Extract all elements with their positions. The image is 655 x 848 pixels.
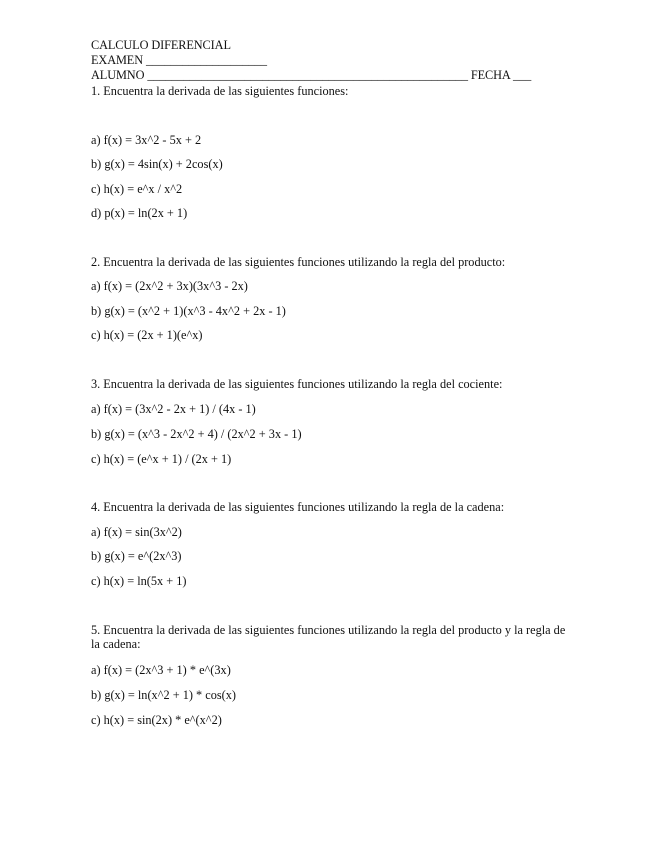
exam-title: CALCULO DIFERENCIAL	[91, 38, 231, 52]
question-2-item-c: c) h(x) = (2x + 1)(e^x)	[91, 328, 203, 342]
question-4-item-b: b) g(x) = e^(2x^3)	[91, 549, 182, 563]
question-4-item-c: c) h(x) = ln(5x + 1)	[91, 574, 187, 588]
question-2-item-b: b) g(x) = (x^2 + 1)(x^3 - 4x^2 + 2x - 1)	[91, 304, 286, 318]
question-5-item-b: b) g(x) = ln(x^2 + 1) * cos(x)	[91, 688, 236, 702]
student-date-line: ALUMNO _____________________________________________________ FECHA ___	[91, 68, 532, 82]
question-2-prompt: 2. Encuentra la derivada de las siguientes funciones utilizando la regla del producto:	[91, 255, 506, 269]
question-3-item-c: c) h(x) = (e^x + 1) / (2x + 1)	[91, 452, 232, 466]
question-3-prompt: 3. Encuentra la derivada de las siguientes funciones utilizando la regla del cociente:	[91, 377, 503, 391]
question-1-item-a: a) f(x) = 3x^2 - 5x + 2	[91, 133, 202, 147]
question-2-item-a: a) f(x) = (2x^2 + 3x)(3x^3 - 2x)	[91, 279, 248, 293]
question-1-item-c: c) h(x) = e^x / x^2	[91, 182, 183, 196]
question-1-item-d: d) p(x) = ln(2x + 1)	[91, 206, 188, 220]
question-5-item-a: a) f(x) = (2x^3 + 1) * e^(3x)	[91, 663, 231, 677]
question-5-prompt: 5. Encuentra la derivada de las siguientes funciones utilizando la regla del producto y la regla de la cadena:	[91, 623, 566, 651]
exam-name-line: EXAMEN ____________________	[91, 53, 267, 67]
question-3-item-a: a) f(x) = (3x^2 - 2x + 1) / (4x - 1)	[91, 402, 256, 416]
question-5-item-c: c) h(x) = sin(2x) * e^(x^2)	[91, 713, 222, 727]
question-1-item-b: b) g(x) = 4sin(x) + 2cos(x)	[91, 157, 223, 171]
question-3-item-b: b) g(x) = (x^3 - 2x^2 + 4) / (2x^2 + 3x - 1)	[91, 427, 302, 441]
question-4-item-a: a) f(x) = sin(3x^2)	[91, 525, 182, 539]
question-1-prompt: 1. Encuentra la derivada de las siguientes funciones:	[91, 84, 349, 98]
question-4-prompt: 4. Encuentra la derivada de las siguientes funciones utilizando la regla de la cadena:	[91, 500, 505, 514]
